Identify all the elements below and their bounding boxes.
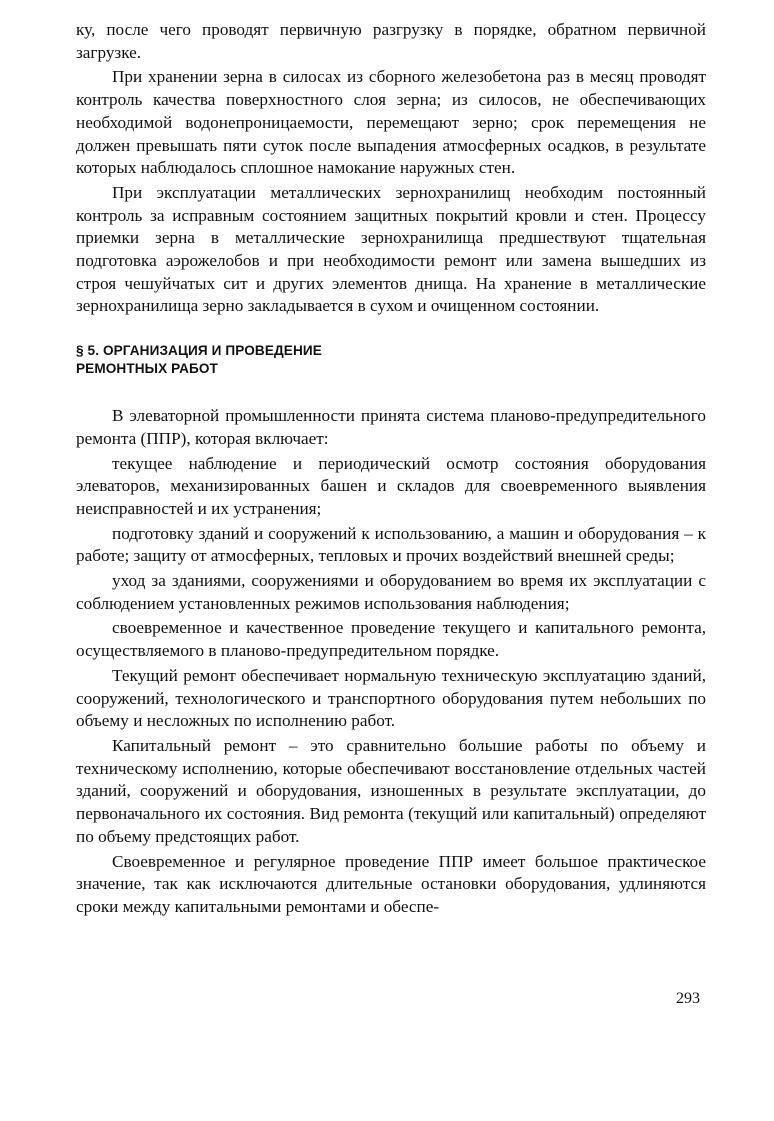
list-item-maintenance: уход за зданиями, сооружениями и оборудованием во время их эксплуатации с соблюдением установленных режимов использования наблюдения; — [76, 571, 706, 613]
paragraph-continuation: ку, после чего проводят первичную разгрузку в порядке, обратном первичной загрузке. — [76, 20, 706, 62]
list-item-preparation: подготовку зданий и сооружений к использованию, а машин и оборудования – к работе; защиту от атмосферных, тепловых и прочих воздействий внешней среды; — [76, 523, 706, 566]
list-item-observation: текущее наблюдение и периодический осмотр состояния оборудования элеваторов, механизированных башен и складов для своевременного выявления неисправностей и их устранения; — [76, 453, 706, 518]
paragraph-silo-storage: При хранении зерна в силосах из сборного железобетона раз в месяц проводят контроль качества поверхностного слоя зерна; из силосов, не обеспечивающих необходимой водонепроницаемости, перемещают зерно; срок перемещения не должен превышать пяти суток после выпадения атмосферных осадков, в результате которых наблюдалось сплошное намокание наружных стен. — [76, 67, 706, 178]
list-item-repair: своевременное и качественное проведение текущего и капитального ремонта, осуществляемого в планово-предупредительном порядке. — [76, 618, 706, 661]
section-heading-line-2: РЕМОНТНЫХ РАБОТ — [76, 361, 218, 377]
section-heading-line-1: § 5. ОРГАНИЗАЦИЯ И ПРОВЕДЕНИЕ — [76, 343, 322, 359]
page-number: 293 — [676, 990, 700, 1007]
paragraph-ppr-intro: В элеваторной промышленности принята система планово-предупредительного ремонта (ППР), которая включает: — [76, 406, 706, 448]
paragraph-current-repair: Текущий ремонт обеспечивает нормальную техническую эксплуатацию зданий, сооружений, технологического и транспортного оборудования путем небольших по объему и несложных по исполнению работ. — [76, 665, 706, 731]
paragraph-metal-storage: При эксплуатации металлических зернохранилищ необходим постоянный контроль за исправным состоянием защитных покрытий кровли и стен. Процессу приемки зерна в металлические зернохранилища предшествуют тщательная подготовка аэрожелобов и при необходимости ремонт или замена вышедших из строя чешуйчатых сит и других элементов днища. На хранение в металлические зернохранилища зерно закладывается в сухом и очищенном состоянии. — [76, 182, 706, 316]
page-body — [76, 19, 706, 919]
section-heading — [76, 342, 706, 378]
paragraph-ppr-importance: Своевременное и регулярное проведение ППР имеет большое практическое значение, так как исключаются длительные остановки оборудования, удлиняются сроки между капитальными ремонтами и обеспе- — [76, 851, 706, 916]
paragraph-capital-repair: Капитальный ремонт – это сравнительно большие работы по объему и техническому исполнению, которые обеспечивают восстановление отдельных частей зданий, сооружений и оборудования, изношенных в результате эксплуатации, до первоначального их состояния. Вид ремонта (текущий или капитальный) определяют по объему предстоящих работ. — [76, 735, 706, 846]
